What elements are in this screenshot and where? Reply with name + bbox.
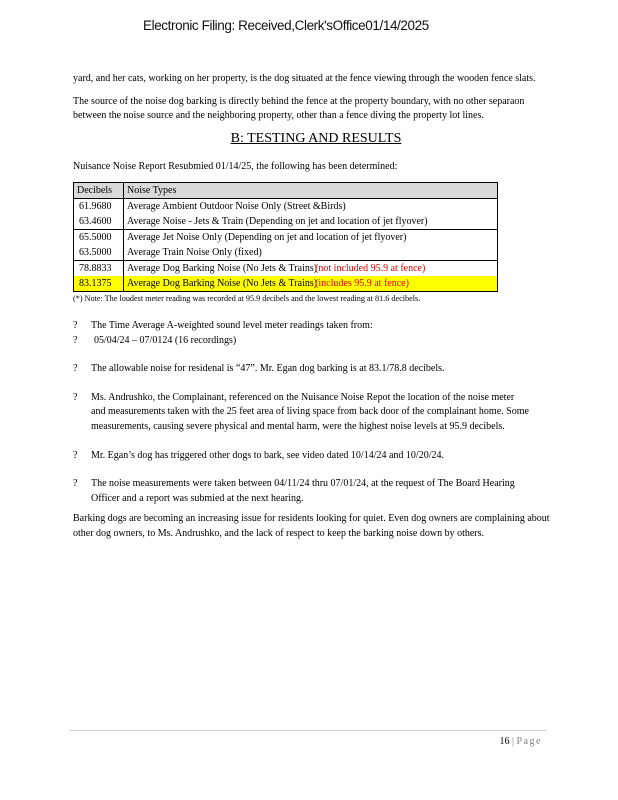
bullet-text: The allowable noise for residenal is “47”. Mr. Egan dog barking is at 83.1/78.8 decibels. [91,363,445,375]
page-number: 16 [499,736,510,747]
table-row [74,229,498,245]
decibel-value: 63.5000 [74,245,124,261]
noise-type [124,245,498,261]
table-row [74,198,498,214]
noise-type-label: Average Train Noise Only (fixed) [127,246,262,258]
noise-type [124,276,498,292]
noise-type-label: Average Noise - Jets & Train (Depending on jet and location of jet flyover) [127,215,428,227]
bullet-mark: ? [73,363,78,375]
decibel-value: 78.8833 [74,260,124,276]
bullet-mark: ? [73,319,78,331]
paragraph-yard: yard, and her cats, working on her property, is the dog situated at the fence viewing through the wooden fence slats. [73,73,536,84]
bullet-text: The Time Average A-weighted sound level meter readings taken from: [91,319,373,331]
noise-type [124,198,498,214]
footer-divider [70,730,546,731]
bullet-mark: ? [73,391,78,403]
decibel-value: 83.1375 [74,276,124,292]
decibel-value: 61.9680 [74,198,124,214]
noise-type [124,214,498,230]
section-heading: B: TESTING AND RESULTS [230,130,402,146]
decibel-value: 65.5000 [74,229,124,245]
bullet-item [73,391,559,435]
column-header-decibels: Decibels [74,182,124,198]
table-row-highlighted [74,276,498,292]
table-row [74,260,498,276]
bullet-text: 05/04/24 – 07/0124 (16 recordings) [94,334,237,346]
table-row [74,245,498,261]
bullet-item [73,477,559,506]
bullet-item [73,319,559,334]
page-label: Page [516,736,542,747]
page-number-footer [500,736,542,747]
bullet-mark: ? [73,334,78,346]
noise-type-label: Average Dog Barking Noise (No Jets & Trains) [127,262,318,274]
fence-note: (includes 95.9 at fence) [315,277,409,289]
section-intro: Nuisance Noise Report Resubmied 01/14/25, the following has been determined: [73,161,398,173]
noise-type [124,229,498,245]
noise-type-label: Average Ambient Outdoor Noise Only (Street &Birds) [127,200,346,212]
noise-table [73,182,498,292]
bullet-text: Ms. Andrushko, the Complainant, referenced on the Nuisance Noise Repot the location of the noise meter and measurements taken with the 25 feet area of living space from back door of the complainant home. Some measurements, causing severe physical and mental harm, were the highest noise levels at 95.9 decibels. [91,391,529,432]
table-row [74,214,498,230]
bullet-mark: ? [73,478,78,490]
page-separator: | [512,736,515,747]
paragraph-noise-source: The source of the noise dog barking is directly behind the fence at the property boundary, with no other separaon between the noise source and the neighboring property, other than a fence diving the property lot lines. [73,95,525,122]
page-content [73,72,559,550]
fence-note: (not included 95.9 at fence) [315,262,426,274]
closing-paragraph: Barking dogs are becoming an increasing issue for residents looking for quiet. Even dog owners are complaining about other dog owners, to Ms. Andrushko, and the lack of respect to keep the barking noise down by others. [73,513,550,539]
noise-type-label: Average Dog Barking Noise (No Jets & Trains) [127,277,318,289]
table-footnote: (*) Note: The loudest meter reading was recorded at 95.9 decibels and the lowest reading at 81.6 decibels. [73,293,421,303]
noise-type [124,260,498,276]
filing-stamp: Electronic Filing: Received,Clerk'sOffice01/14/2025 [143,18,429,33]
bullet-text: Mr. Egan’s dog has triggered other dogs to bark, see video dated 10/14/24 and 10/20/24. [91,449,444,461]
bullet-item [73,362,559,377]
bullet-text: The noise measurements were taken between 04/11/24 thru 07/01/24, at the request of The Board Hearing Officer and a report was submied at the next hearing. [91,478,515,504]
decibel-value: 63.4600 [74,214,124,230]
bullet-item [73,449,559,464]
table-header-row [74,182,498,198]
column-header-noise-types: Noise Types [124,182,498,198]
bullet-item [73,334,559,349]
bullet-mark: ? [73,449,78,461]
noise-type-label: Average Jet Noise Only (Depending on jet and location of jet flyover) [127,231,407,243]
